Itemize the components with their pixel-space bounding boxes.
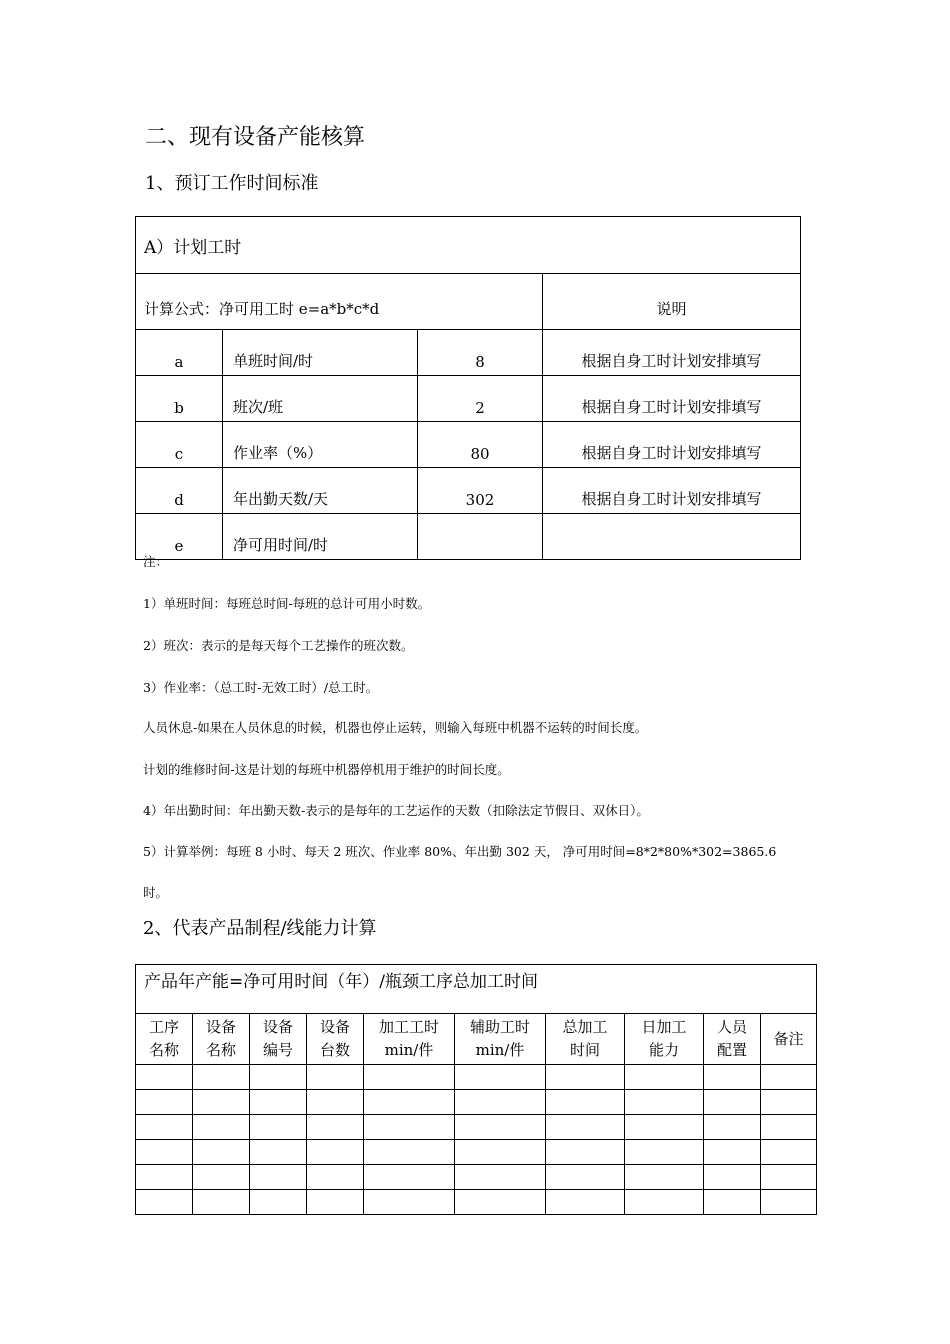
row-value (418, 514, 543, 560)
column-header: 人员 配置 (704, 1014, 761, 1065)
note-line: 5）计算举例：每班 8 小时、每天 2 班次、作业率 80%、年出勤 302 天， 净可用时间=8*2*80%*302=3865.6 (143, 844, 777, 859)
row-note: 根据自身工时计划安排填写 (543, 468, 801, 514)
note-line: 计划的维修时间-这是计划的每班中机器停机用于维护的时间长度。 (143, 762, 510, 777)
row-name: 单班时间/时 (223, 330, 418, 376)
planned-hours-table (135, 216, 801, 560)
page-heading: 二、现有设备产能核算 (145, 125, 366, 150)
row-name: 作业率（%） (223, 422, 418, 468)
capacity-table (135, 964, 817, 1215)
table-row (136, 376, 801, 422)
table-row (136, 1115, 817, 1140)
row-name: 净可用时间/时 (223, 514, 418, 560)
column-header: 日加工 能力 (625, 1014, 704, 1065)
table-row (136, 422, 801, 468)
row-key: a (136, 330, 223, 376)
notes-title: 注： (143, 554, 169, 569)
note-line: 人员休息-如果在人员休息的时候，机器也停止运转，则输入每班中机器不运转的时间长度。 (143, 720, 648, 735)
note-line: 3）作业率：（总工时-无效工时）/总工时。 (143, 680, 379, 695)
table-row (136, 1165, 817, 1190)
row-key: d (136, 468, 223, 514)
row-key: c (136, 422, 223, 468)
column-header: 辅助工时 min/件 (455, 1014, 546, 1065)
note-line: 4）年出勤时间：年出勤天数-表示的是每年的工艺运作的天数（扣除法定节假日、双休日）。 (143, 803, 649, 818)
table-row (136, 1090, 817, 1115)
section-1-title: 1、预订工作时间标准 (145, 173, 319, 194)
note-line: 时。 (143, 885, 169, 900)
table-row (136, 1190, 817, 1215)
row-name: 年出勤天数/天 (223, 468, 418, 514)
column-header: 加工工时 min/件 (364, 1014, 455, 1065)
row-note (543, 514, 801, 560)
row-value: 302 (418, 468, 543, 514)
description-header: 说明 (543, 274, 801, 330)
formula-cell: 计算公式：净可用工时 e=a*b*c*d (136, 274, 543, 330)
column-header: 设备 台数 (307, 1014, 364, 1065)
row-value: 80 (418, 422, 543, 468)
column-header: 工序 名称 (136, 1014, 193, 1065)
row-note: 根据自身工时计划安排填写 (543, 330, 801, 376)
column-header: 备注 (761, 1014, 817, 1065)
table-row (136, 468, 801, 514)
row-note: 根据自身工时计划安排填写 (543, 422, 801, 468)
table-row (136, 1140, 817, 1165)
column-header: 设备 名称 (193, 1014, 250, 1065)
table-row (136, 1065, 817, 1090)
row-value: 8 (418, 330, 543, 376)
column-header: 总加工 时间 (546, 1014, 625, 1065)
table-row (136, 514, 801, 560)
row-name: 班次/班 (223, 376, 418, 422)
section-2-title: 2、代表产品制程/线能力计算 (143, 918, 377, 939)
row-key: b (136, 376, 223, 422)
table1-title: A）计划工时 (136, 217, 801, 274)
column-header: 设备 编号 (250, 1014, 307, 1065)
note-line: 2）班次：表示的是每天每个工艺操作的班次数。 (143, 638, 414, 653)
table-row (136, 330, 801, 376)
table2-title: 产品年产能=净可用时间（年）/瓶颈工序总加工时间 (136, 965, 817, 1014)
row-value: 2 (418, 376, 543, 422)
note-line: 1）单班时间：每班总时间-每班的总计可用小时数。 (143, 596, 431, 611)
row-key: e (136, 514, 223, 560)
row-note: 根据自身工时计划安排填写 (543, 376, 801, 422)
